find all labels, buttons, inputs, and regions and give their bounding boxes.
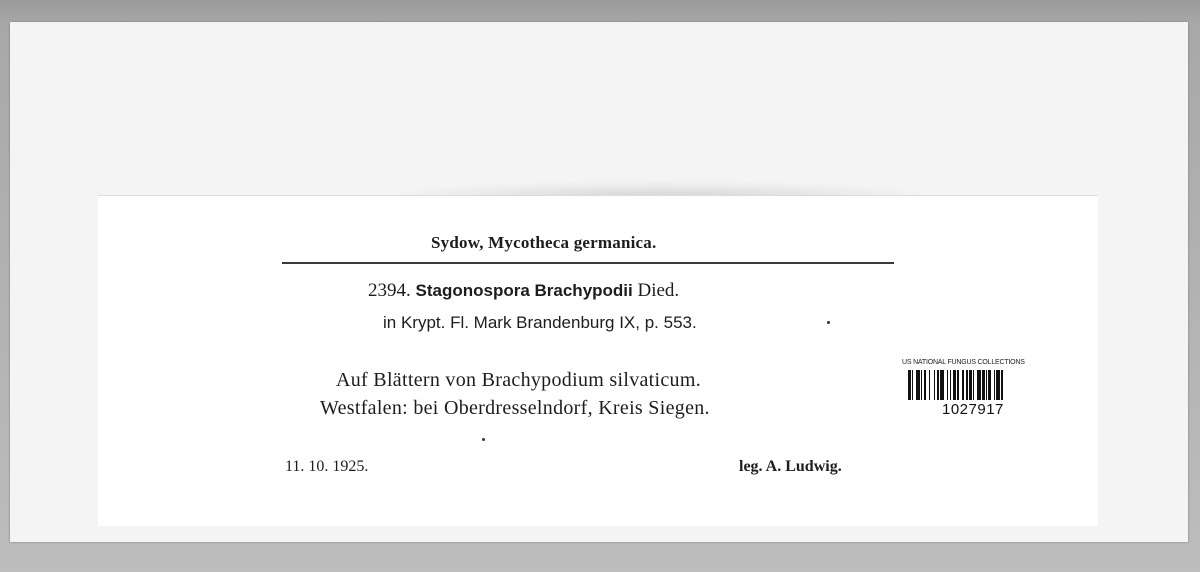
barcode-icon bbox=[908, 370, 1050, 400]
ink-speck bbox=[482, 438, 485, 441]
barcode-sticker bbox=[898, 352, 1058, 430]
species-line bbox=[368, 280, 679, 302]
collector: leg. A. Ludwig. bbox=[739, 458, 842, 475]
barcode-number: 1027917 bbox=[942, 401, 1004, 418]
species-author: Died. bbox=[637, 280, 680, 301]
title-divider bbox=[282, 262, 894, 264]
habitat-line-2: Westfalen: bei Oberdresselndorf, Kreis Siegen. bbox=[320, 397, 710, 419]
ink-speck bbox=[827, 321, 830, 324]
barcode-header: US NATIONAL FUNGUS COLLECTIONS bbox=[902, 359, 1025, 366]
literature-reference: in Krypt. Fl. Mark Brandenburg IX, p. 553. bbox=[383, 313, 697, 332]
collection-date: 11. 10. 1925. bbox=[285, 458, 369, 475]
series-title: Sydow, Mycotheca germanica. bbox=[431, 233, 657, 252]
species-number: 2394. bbox=[368, 280, 411, 301]
specimen-label bbox=[98, 195, 1098, 526]
species-name: Stagonospora Brachypodii bbox=[415, 281, 633, 300]
habitat-line-1: Auf Blättern von Brachypodium silvaticum. bbox=[336, 369, 702, 391]
